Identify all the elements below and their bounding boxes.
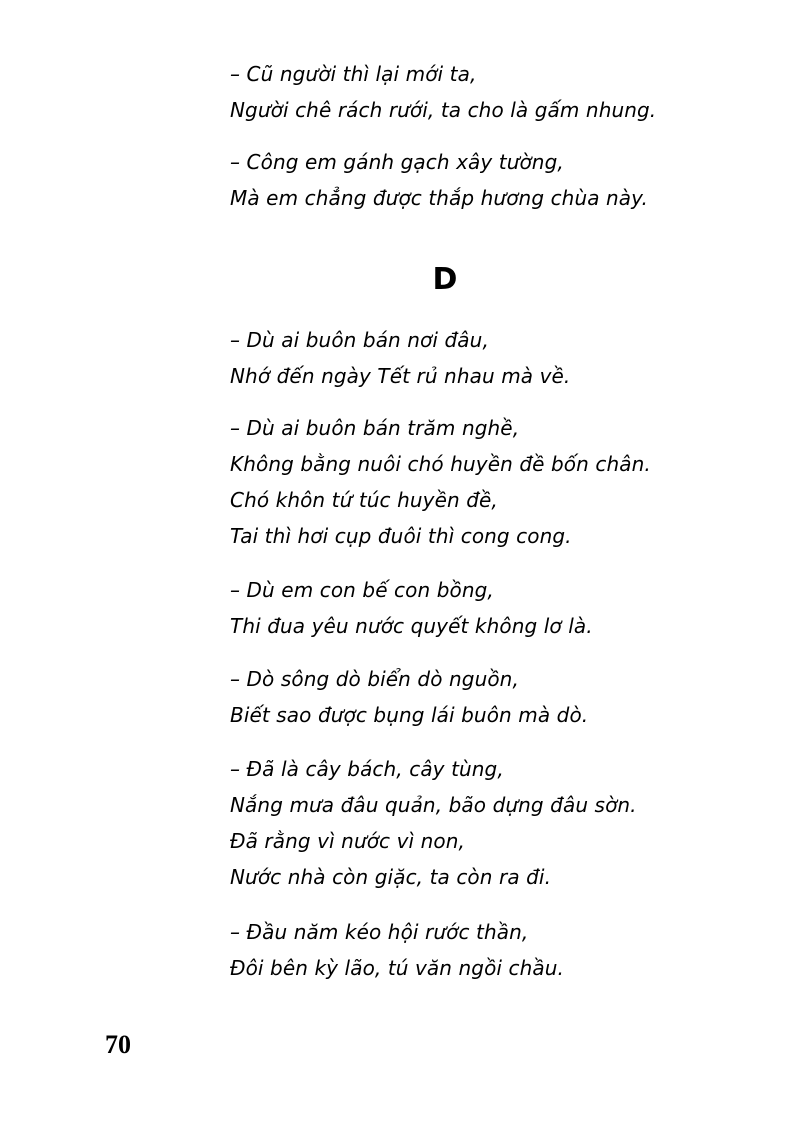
verse-line: Nắng mưa đâu quản, bão dựng đâu sờn. <box>230 793 637 817</box>
verse-line: Đã rằng vì nước vì non, <box>230 829 466 853</box>
verse-line: Nhớ đến ngày Tết rủ nhau mà về. <box>230 364 571 388</box>
verse-line: Tai thì hơi cụp đuôi thì cong cong. <box>230 524 572 548</box>
verse-line: Mà em chẳng được thắp hương chùa này. <box>230 186 649 210</box>
verse-line: – Dò sông dò biển dò nguồn, <box>230 667 519 691</box>
verse-line: Biết sao được bụng lái buôn mà dò. <box>230 703 589 727</box>
verse-line: Chó khôn tứ túc huyền đề, <box>230 488 498 512</box>
section-heading: D <box>432 262 458 297</box>
verse-line: – Dù ai buôn bán nơi đâu, <box>230 328 489 352</box>
verse-line: Không bằng nuôi chó huyền đề bốn chân. <box>230 452 651 476</box>
verse-line: Đôi bên kỳ lão, tú văn ngồi chầu. <box>230 956 565 980</box>
verse-line: Thi đua yêu nước quyết không lơ là. <box>230 614 593 638</box>
verse-line: – Cũ người thì lại mới ta, <box>230 62 477 86</box>
verse-line: – Đầu năm kéo hội rước thần, <box>230 920 529 944</box>
verse-line: – Dù em con bế con bồng, <box>230 578 494 602</box>
verse-line: Nước nhà còn giặc, ta còn ra đi. <box>230 865 552 889</box>
verse-line: – Đã là cây bách, cây tùng, <box>230 757 504 781</box>
verse-line: – Công em gánh gạch xây tường, <box>230 150 564 174</box>
page-number: 70 <box>105 1030 131 1059</box>
verse-line: – Dù ai buôn bán trăm nghề, <box>230 416 520 440</box>
verse-line: Người chê rách rưới, ta cho là gấm nhung. <box>230 98 657 122</box>
